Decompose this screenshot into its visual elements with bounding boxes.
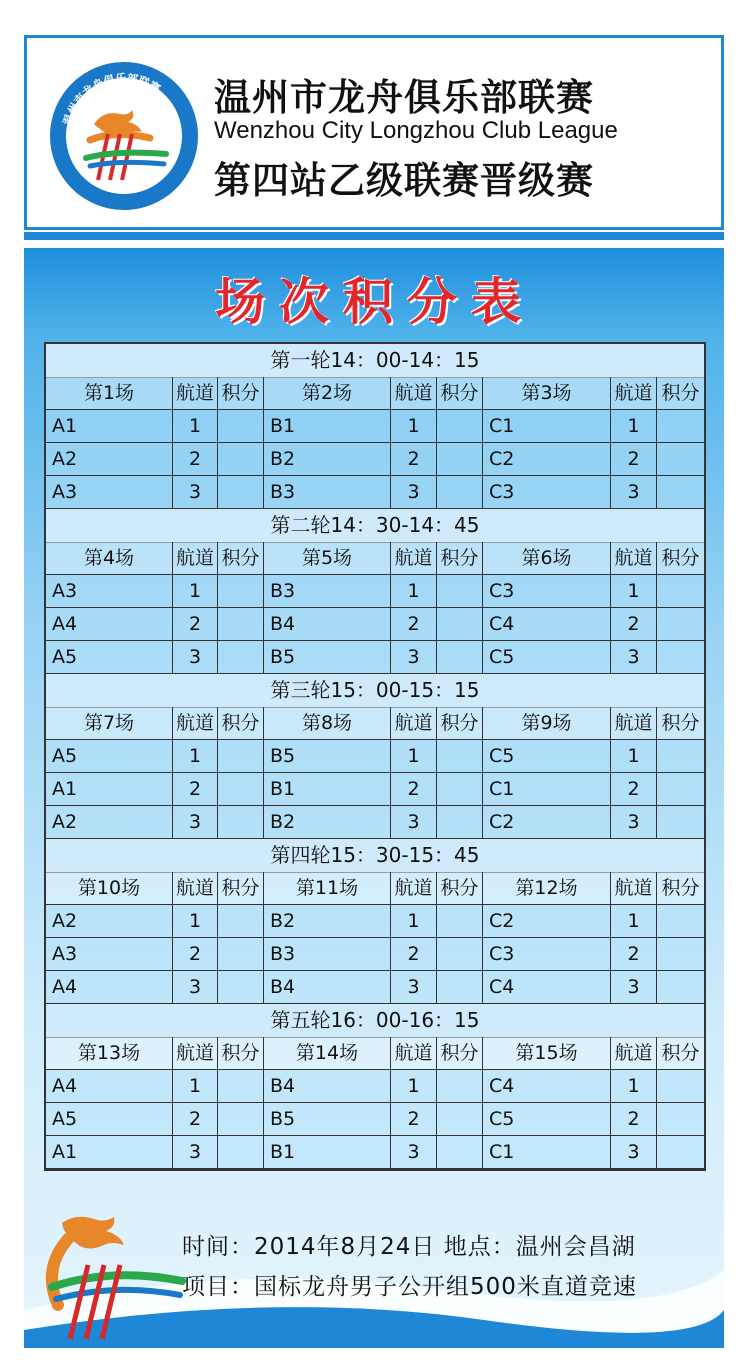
lane-column-header: 航道 bbox=[611, 542, 657, 575]
lane-cell: 3 bbox=[611, 806, 657, 839]
team-cell: B1 bbox=[264, 1136, 391, 1169]
table-row bbox=[46, 740, 704, 773]
table-row bbox=[46, 641, 704, 674]
lane-cell: 1 bbox=[173, 575, 218, 608]
round-header: 第三轮15：00-15：15 bbox=[46, 674, 704, 708]
table-row bbox=[46, 1103, 704, 1136]
team-cell: C4 bbox=[483, 608, 611, 641]
score-cell[interactable] bbox=[657, 806, 704, 839]
lane-column-header: 航道 bbox=[611, 1037, 657, 1070]
team-cell: B5 bbox=[264, 641, 391, 674]
team-cell: A1 bbox=[46, 773, 173, 806]
score-cell[interactable] bbox=[437, 905, 483, 938]
lane-cell: 1 bbox=[391, 740, 437, 773]
score-cell[interactable] bbox=[657, 740, 704, 773]
logo-emblem-icon bbox=[50, 62, 198, 210]
lane-cell: 1 bbox=[391, 575, 437, 608]
lane-cell: 2 bbox=[611, 443, 657, 476]
team-cell: B2 bbox=[264, 905, 391, 938]
match-name: 第2场 bbox=[264, 377, 391, 410]
match-name: 第12场 bbox=[483, 872, 611, 905]
score-cell[interactable] bbox=[657, 1070, 704, 1103]
match-name: 第11场 bbox=[264, 872, 391, 905]
match-header-row bbox=[46, 1037, 704, 1070]
score-cell[interactable] bbox=[218, 410, 264, 443]
team-cell: B5 bbox=[264, 740, 391, 773]
team-cell: C1 bbox=[483, 410, 611, 443]
team-cell: C2 bbox=[483, 443, 611, 476]
team-cell: C4 bbox=[483, 1070, 611, 1103]
match-name: 第1场 bbox=[46, 377, 173, 410]
score-cell[interactable] bbox=[657, 938, 704, 971]
table-row bbox=[46, 410, 704, 443]
league-logo bbox=[50, 62, 198, 210]
lane-cell: 3 bbox=[173, 971, 218, 1004]
score-column-header: 积分 bbox=[218, 872, 264, 905]
team-cell: A3 bbox=[46, 938, 173, 971]
lane-cell: 1 bbox=[391, 410, 437, 443]
team-cell: A1 bbox=[46, 410, 173, 443]
team-cell: B1 bbox=[264, 773, 391, 806]
score-column-header: 积分 bbox=[657, 872, 704, 905]
lane-cell: 1 bbox=[611, 575, 657, 608]
score-column-header: 积分 bbox=[437, 377, 483, 410]
table-row bbox=[46, 905, 704, 938]
lane-cell: 1 bbox=[173, 740, 218, 773]
score-cell[interactable] bbox=[218, 1070, 264, 1103]
match-header-row bbox=[46, 707, 704, 740]
score-cell[interactable] bbox=[218, 938, 264, 971]
team-cell: C2 bbox=[483, 806, 611, 839]
team-cell: B3 bbox=[264, 476, 391, 509]
lane-cell: 2 bbox=[391, 1103, 437, 1136]
score-column-header: 积分 bbox=[218, 542, 264, 575]
team-cell: C3 bbox=[483, 476, 611, 509]
lane-cell: 3 bbox=[611, 476, 657, 509]
lane-cell: 3 bbox=[391, 1136, 437, 1169]
team-cell: A4 bbox=[46, 1070, 173, 1103]
lane-cell: 1 bbox=[391, 905, 437, 938]
lane-cell: 3 bbox=[391, 641, 437, 674]
table-row bbox=[46, 1070, 704, 1103]
score-column-header: 积分 bbox=[437, 872, 483, 905]
table-row bbox=[46, 773, 704, 806]
team-cell: B4 bbox=[264, 971, 391, 1004]
team-cell: C2 bbox=[483, 905, 611, 938]
lane-cell: 3 bbox=[173, 641, 218, 674]
score-cell[interactable] bbox=[218, 443, 264, 476]
match-name: 第4场 bbox=[46, 542, 173, 575]
round-header: 第五轮16：00-16：15 bbox=[46, 1004, 704, 1038]
lane-cell: 1 bbox=[611, 740, 657, 773]
match-name: 第10场 bbox=[46, 872, 173, 905]
event-subtitle: 第四站乙级联赛晋级赛 bbox=[214, 159, 594, 202]
team-cell: C3 bbox=[483, 575, 611, 608]
lane-column-header: 航道 bbox=[173, 377, 218, 410]
round-header: 第一轮14：00-14：15 bbox=[46, 344, 704, 378]
team-cell: C4 bbox=[483, 971, 611, 1004]
lane-cell: 2 bbox=[391, 608, 437, 641]
score-cell[interactable] bbox=[657, 905, 704, 938]
score-cell[interactable] bbox=[437, 938, 483, 971]
table-row bbox=[46, 971, 704, 1004]
lane-column-header: 航道 bbox=[611, 377, 657, 410]
lane-column-header: 航道 bbox=[391, 542, 437, 575]
score-cell[interactable] bbox=[437, 740, 483, 773]
team-cell: B3 bbox=[264, 938, 391, 971]
lane-cell: 2 bbox=[391, 773, 437, 806]
score-column-header: 积分 bbox=[657, 707, 704, 740]
score-cell[interactable] bbox=[437, 1136, 483, 1169]
team-cell: C1 bbox=[483, 773, 611, 806]
score-cell[interactable] bbox=[657, 575, 704, 608]
lane-cell: 3 bbox=[173, 806, 218, 839]
match-name: 第13场 bbox=[46, 1037, 173, 1070]
score-cell[interactable] bbox=[218, 773, 264, 806]
table-row bbox=[46, 575, 704, 608]
lane-cell: 1 bbox=[173, 905, 218, 938]
lane-column-header: 航道 bbox=[391, 377, 437, 410]
lane-cell: 1 bbox=[173, 410, 218, 443]
lane-column-header: 航道 bbox=[611, 872, 657, 905]
lane-cell: 3 bbox=[173, 476, 218, 509]
team-cell: B1 bbox=[264, 410, 391, 443]
lane-cell: 2 bbox=[391, 938, 437, 971]
score-cell[interactable] bbox=[657, 1136, 704, 1169]
score-cell[interactable] bbox=[218, 608, 264, 641]
score-cell[interactable] bbox=[218, 641, 264, 674]
team-cell: B4 bbox=[264, 1070, 391, 1103]
round-header: 第二轮14：30-14：45 bbox=[46, 509, 704, 543]
score-cell[interactable] bbox=[218, 1136, 264, 1169]
lane-cell: 2 bbox=[391, 443, 437, 476]
table-row bbox=[46, 806, 704, 839]
team-cell: C3 bbox=[483, 938, 611, 971]
team-cell: A3 bbox=[46, 476, 173, 509]
match-name: 第8场 bbox=[264, 707, 391, 740]
score-cell[interactable] bbox=[218, 971, 264, 1004]
score-cell[interactable] bbox=[437, 773, 483, 806]
lane-cell: 2 bbox=[173, 1103, 218, 1136]
match-header-row bbox=[46, 542, 704, 575]
team-cell: A2 bbox=[46, 806, 173, 839]
score-cell[interactable] bbox=[218, 476, 264, 509]
league-title: 温州市龙舟俱乐部联赛 bbox=[214, 76, 594, 119]
score-cell[interactable] bbox=[657, 641, 704, 674]
lane-cell: 3 bbox=[391, 476, 437, 509]
team-cell: A5 bbox=[46, 740, 173, 773]
score-column-header: 积分 bbox=[437, 707, 483, 740]
lane-cell: 2 bbox=[173, 773, 218, 806]
header-divider bbox=[24, 232, 724, 240]
score-column-header: 积分 bbox=[218, 707, 264, 740]
lane-cell: 2 bbox=[173, 443, 218, 476]
team-cell: A4 bbox=[46, 971, 173, 1004]
team-cell: B3 bbox=[264, 575, 391, 608]
lane-cell: 3 bbox=[611, 641, 657, 674]
match-name: 第6场 bbox=[483, 542, 611, 575]
lane-cell: 3 bbox=[173, 1136, 218, 1169]
lane-cell: 1 bbox=[611, 905, 657, 938]
score-cell[interactable] bbox=[437, 1103, 483, 1136]
lane-cell: 3 bbox=[391, 971, 437, 1004]
lane-cell: 2 bbox=[611, 773, 657, 806]
score-cell[interactable] bbox=[437, 971, 483, 1004]
match-header-row bbox=[46, 377, 704, 410]
lane-cell: 1 bbox=[611, 410, 657, 443]
score-cell[interactable] bbox=[218, 740, 264, 773]
score-cell[interactable] bbox=[218, 1103, 264, 1136]
lane-cell: 1 bbox=[173, 1070, 218, 1103]
score-cell[interactable] bbox=[437, 575, 483, 608]
match-name: 第3场 bbox=[483, 377, 611, 410]
lane-cell: 3 bbox=[611, 971, 657, 1004]
lane-column-header: 航道 bbox=[173, 542, 218, 575]
score-column-header: 积分 bbox=[218, 1037, 264, 1070]
lane-column-header: 航道 bbox=[611, 707, 657, 740]
lane-cell: 2 bbox=[173, 938, 218, 971]
team-cell: A5 bbox=[46, 1103, 173, 1136]
team-cell: B4 bbox=[264, 608, 391, 641]
team-cell: A3 bbox=[46, 575, 173, 608]
score-column-header: 积分 bbox=[657, 542, 704, 575]
score-cell[interactable] bbox=[437, 443, 483, 476]
score-column-header: 积分 bbox=[657, 377, 704, 410]
match-name: 第14场 bbox=[264, 1037, 391, 1070]
team-cell: C5 bbox=[483, 740, 611, 773]
match-name: 第15场 bbox=[483, 1037, 611, 1070]
lane-column-header: 航道 bbox=[173, 707, 218, 740]
score-cell[interactable] bbox=[657, 443, 704, 476]
team-cell: A4 bbox=[46, 608, 173, 641]
team-cell: C5 bbox=[483, 1103, 611, 1136]
score-cell[interactable] bbox=[437, 641, 483, 674]
team-cell: B2 bbox=[264, 806, 391, 839]
score-column-header: 积分 bbox=[437, 542, 483, 575]
event-category: 项目：国标龙舟男子公开组500米直道竞速 bbox=[182, 1274, 637, 1300]
lane-column-header: 航道 bbox=[391, 1037, 437, 1070]
table-row bbox=[46, 1136, 704, 1169]
score-cell[interactable] bbox=[218, 575, 264, 608]
score-cell[interactable] bbox=[437, 410, 483, 443]
score-cell[interactable] bbox=[657, 410, 704, 443]
lane-cell: 1 bbox=[611, 1070, 657, 1103]
lane-column-header: 航道 bbox=[173, 872, 218, 905]
score-cell[interactable] bbox=[657, 608, 704, 641]
lane-cell: 2 bbox=[611, 1103, 657, 1136]
dragon-boat-icon bbox=[32, 1205, 192, 1345]
score-cell[interactable] bbox=[657, 971, 704, 1004]
lane-column-header: 航道 bbox=[391, 707, 437, 740]
table-row bbox=[46, 476, 704, 509]
svg-text:温州市龙舟俱乐部联赛: 温州市龙舟俱乐部联赛 bbox=[61, 71, 163, 127]
lane-column-header: 航道 bbox=[173, 1037, 218, 1070]
lane-cell: 2 bbox=[611, 608, 657, 641]
score-column-header: 积分 bbox=[437, 1037, 483, 1070]
score-cell[interactable] bbox=[437, 1070, 483, 1103]
score-cell[interactable] bbox=[437, 806, 483, 839]
team-cell: C5 bbox=[483, 641, 611, 674]
match-header-row bbox=[46, 872, 704, 905]
match-name: 第5场 bbox=[264, 542, 391, 575]
lane-cell: 1 bbox=[391, 1070, 437, 1103]
table-title: 场次积分表 bbox=[215, 272, 535, 331]
team-cell: A1 bbox=[46, 1136, 173, 1169]
schedule-table bbox=[44, 342, 706, 1171]
league-title-english: Wenzhou City Longzhou Club League bbox=[214, 117, 618, 144]
lane-column-header: 航道 bbox=[391, 872, 437, 905]
score-cell[interactable] bbox=[218, 806, 264, 839]
table-row bbox=[46, 443, 704, 476]
score-cell[interactable] bbox=[437, 476, 483, 509]
score-column-header: 积分 bbox=[218, 377, 264, 410]
round-header: 第四轮15：30-15：45 bbox=[46, 839, 704, 873]
score-cell[interactable] bbox=[657, 476, 704, 509]
team-cell: B5 bbox=[264, 1103, 391, 1136]
score-cell[interactable] bbox=[218, 905, 264, 938]
lane-cell: 2 bbox=[173, 608, 218, 641]
score-cell[interactable] bbox=[437, 608, 483, 641]
table-row bbox=[46, 608, 704, 641]
lane-cell: 3 bbox=[391, 806, 437, 839]
lane-cell: 2 bbox=[611, 938, 657, 971]
team-cell: C1 bbox=[483, 1136, 611, 1169]
score-cell[interactable] bbox=[657, 773, 704, 806]
lane-cell: 3 bbox=[611, 1136, 657, 1169]
team-cell: A2 bbox=[46, 905, 173, 938]
match-name: 第7场 bbox=[46, 707, 173, 740]
match-name: 第9场 bbox=[483, 707, 611, 740]
score-cell[interactable] bbox=[657, 1103, 704, 1136]
team-cell: A5 bbox=[46, 641, 173, 674]
score-column-header: 积分 bbox=[657, 1037, 704, 1070]
team-cell: B2 bbox=[264, 443, 391, 476]
team-cell: A2 bbox=[46, 443, 173, 476]
table-row bbox=[46, 938, 704, 971]
event-time-location: 时间：2014年8月24日 地点：温州会昌湖 bbox=[182, 1234, 636, 1260]
